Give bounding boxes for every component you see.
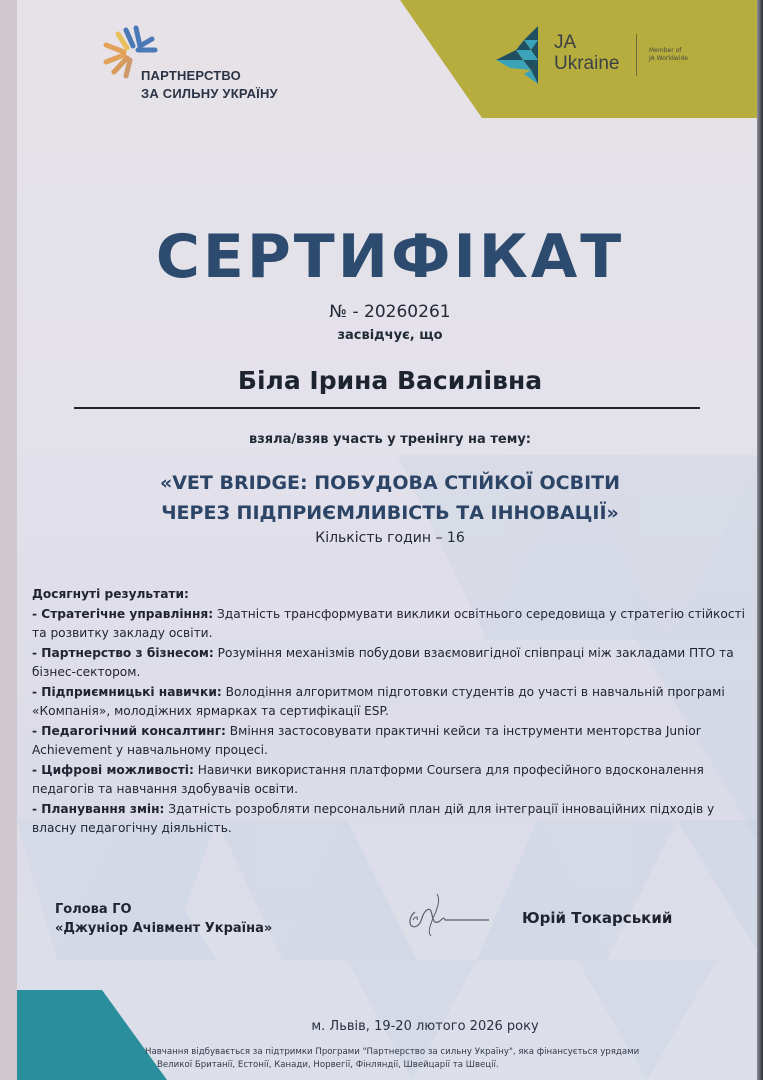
result-label: - Планування змін: (32, 801, 165, 816)
funding-note-line1: Навчання відбувається за підтримки Програми "Партнерство за сильну Україну", яка фінансується урядами (145, 1047, 640, 1057)
certificate-title: СЕРТИФІКАТ (155, 222, 625, 292)
result-label: - Стратегічне управління: (32, 606, 214, 621)
result-label: - Педагогічний консалтинг: (32, 723, 226, 738)
recipient-name: Біла Ірина Василівна (237, 366, 543, 395)
result-label: - Підприємницькі навички: (32, 684, 222, 699)
training-topic (17, 468, 763, 528)
result-text: Здатність розробляти персональний план дій для інтеграції інноваційних підходів у власну педагогічну діяльність. (32, 801, 715, 835)
result-label: - Цифрові можливості: (32, 762, 194, 777)
certificate-sheet (17, 0, 763, 1080)
partnership-wordmark (141, 67, 278, 103)
ja-ukraine-wordmark (554, 32, 619, 74)
signer-role-line2: «Джуніор Ачівмент Україна» (55, 921, 273, 936)
signer-name: Юрій Токарський (522, 909, 673, 927)
certifies-text: засвідчує, що (337, 328, 443, 343)
result-text: Навички використання платформи Coursera для професійного вдосконалення педагогів та навчання здобувачів освіти. (32, 762, 704, 796)
ja-wordmark-line2: Ukraine (554, 53, 620, 74)
result-item (32, 800, 752, 839)
signer-role-line1: Голова ГО (55, 902, 132, 917)
result-label: - Партнерство з бізнесом: (32, 645, 214, 660)
ja-triangle-logo-icon (494, 26, 546, 84)
result-text: Володіння алгоритмом підготовки студентів до участі в навчальній програмі «Компанія», молодіжних ярмарках та сертифікації ESP. (32, 684, 725, 718)
signer-role (55, 900, 272, 938)
funding-note (145, 1046, 755, 1072)
result-text: Вміння застосовувати практичні кейси та інструменти менторства Junior Achievement у навчальному процесі. (32, 723, 701, 757)
topic-line1: «VET BRIDGE: ПОБУДОВА СТІЙКОЇ ОСВІТИ (159, 472, 621, 494)
took-part-text: взяла/взяв участь у тренінгу на тему: (248, 432, 531, 447)
hours-count: Кількість годин – 16 (315, 530, 465, 546)
partnership-line2: ЗА СИЛЬНУ УКРАЇНУ (141, 86, 278, 101)
topic-line2: ЧЕРЕЗ ПІДПРИЄМЛИВІСТЬ ТА ІННОВАЦІЇ» (161, 502, 619, 524)
certificate-number: № - 20260261 (329, 302, 451, 322)
ja-member-line2: JA Worldwide (649, 55, 688, 62)
funding-note-line2: Великої Британії, Естонії, Канади, Норвегії, Фінляндії, Швейцарії та Швеції. (157, 1060, 499, 1070)
result-item (32, 644, 752, 683)
results-heading: Досягнуті результати: (32, 587, 189, 601)
result-text: Здатність трансформувати виклики освітнього середовища у стратегію стійкості та розвитку закладу освіти. (32, 606, 746, 640)
partnership-line1: ПАРТНЕРСТВО (141, 68, 241, 83)
result-item (32, 683, 752, 722)
place-and-date: м. Львів, 19-20 лютого 2026 року (311, 1019, 539, 1034)
result-text: Розуміння механізмів побудови взаємовигідної співпраці між закладами ПТО та бізнес-сектором. (32, 645, 734, 679)
recipient-underline (74, 407, 700, 409)
ja-member-line1: Member of (649, 47, 682, 54)
result-item (32, 722, 752, 761)
ja-member-text (649, 47, 688, 63)
handwritten-signature-icon (397, 890, 507, 940)
photo-edge-shadow (757, 0, 763, 1080)
result-item (32, 605, 752, 644)
ja-wordmark-line1: JA (554, 32, 577, 53)
results-section (32, 585, 752, 839)
result-item (32, 761, 752, 800)
ja-logo-divider (636, 34, 637, 76)
